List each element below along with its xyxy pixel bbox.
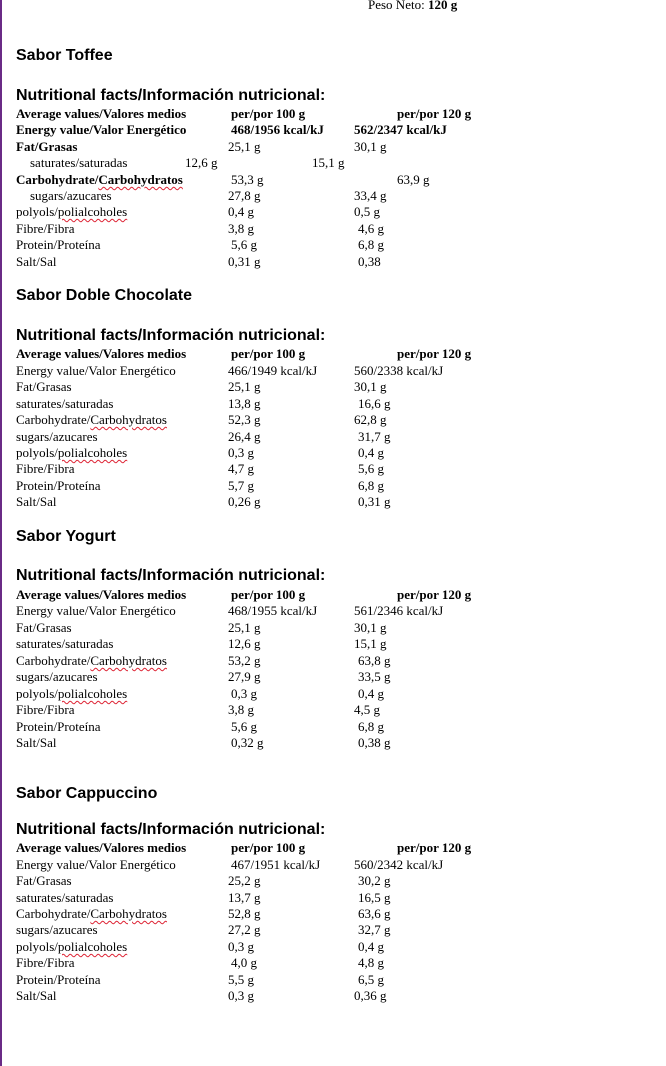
value-per-100g: 3,8 g <box>228 221 254 236</box>
table-row <box>0 412 666 428</box>
value-per-100g: 0,32 g <box>231 735 264 750</box>
row-label-part: Carbohydrate/ <box>16 653 91 668</box>
header-label: Average values/Valores medios <box>16 346 187 361</box>
table-row <box>0 155 666 171</box>
nutrition-facts-title: Nutritional facts/Información nutricional: <box>16 327 326 344</box>
row-label: Fibre/Fibra <box>16 955 75 970</box>
table-header-row <box>0 587 666 603</box>
header-per-100g: per/por 100 g <box>231 106 306 121</box>
table-row <box>0 686 666 702</box>
row-label: Energy value/Valor Energético <box>16 603 176 618</box>
misspelled-word: polialcoholes <box>57 204 128 219</box>
misspelled-word: polialcoholes <box>57 445 128 460</box>
row-label <box>16 653 167 669</box>
header-per-120g: per/por 120 g <box>397 346 472 361</box>
row-label: Energy value/Valor Energético <box>16 122 187 137</box>
value-per-120g: 33,5 g <box>358 669 391 684</box>
flavor-title: Sabor Yogurt <box>16 528 116 545</box>
row-label: Fibre/Fibra <box>16 702 75 717</box>
value-per-120g: 0,38 <box>358 254 381 269</box>
value-per-120g: 31,7 g <box>358 429 391 444</box>
value-per-120g: 63,9 g <box>397 172 430 187</box>
misspelled-word: Carbohydratos <box>98 172 183 187</box>
row-label-part: polyols/ <box>16 686 58 701</box>
header-per-100g: per/por 100 g <box>231 840 306 855</box>
value-per-100g: 3,8 g <box>228 702 254 717</box>
value-per-120g: 0,4 g <box>358 686 384 701</box>
value-per-100g: 13,8 g <box>228 396 261 411</box>
row-label: sugars/azucares <box>16 429 98 444</box>
row-label: sugars/azucares <box>30 188 112 203</box>
value-per-100g: 468/1955 kcal/kJ <box>228 603 318 618</box>
row-label: saturates/saturadas <box>16 396 114 411</box>
value-per-120g: 30,1 g <box>354 139 387 154</box>
value-per-120g: 560/2342 kcal/kJ <box>354 857 444 872</box>
value-per-100g: 4,0 g <box>231 955 257 970</box>
row-label: Salt/Sal <box>16 254 57 269</box>
table-header-row <box>0 106 666 122</box>
value-per-100g: 5,7 g <box>228 478 254 493</box>
value-per-100g: 27,2 g <box>228 922 261 937</box>
row-label: saturates/saturadas <box>16 890 114 905</box>
value-per-120g: 32,7 g <box>358 922 391 937</box>
table-header-row <box>0 840 666 856</box>
value-per-100g: 25,1 g <box>228 379 261 394</box>
row-label: saturates/saturadas <box>30 155 128 170</box>
table-row <box>0 719 666 735</box>
misspelled-word: polialcoholes <box>57 939 128 954</box>
header-label: Average values/Valores medios <box>16 106 187 121</box>
value-per-100g: 27,9 g <box>228 669 261 684</box>
table-row <box>0 396 666 412</box>
table-row <box>0 204 666 220</box>
table-row <box>0 735 666 751</box>
value-per-100g: 13,7 g <box>228 890 261 905</box>
value-per-100g: 25,1 g <box>228 620 261 635</box>
value-per-100g: 53,3 g <box>231 172 264 187</box>
row-label: sugars/azucares <box>16 922 98 937</box>
table-row <box>0 620 666 636</box>
value-per-120g: 0,36 g <box>354 988 387 1003</box>
value-per-120g: 15,1 g <box>354 636 387 651</box>
row-label: Energy value/Valor Energético <box>16 363 176 378</box>
row-label <box>16 172 183 188</box>
table-row <box>0 254 666 270</box>
table-row <box>0 890 666 906</box>
misspelled-word: Carbohydratos <box>90 412 167 427</box>
value-per-100g: 4,7 g <box>228 461 254 476</box>
value-per-100g: 5,5 g <box>228 972 254 987</box>
value-per-100g: 25,1 g <box>228 139 261 154</box>
value-per-120g: 6,8 g <box>358 237 384 252</box>
nutrition-facts-title: Nutritional facts/Información nutricional: <box>16 87 326 104</box>
table-row <box>0 445 666 461</box>
value-per-100g: 0,3 g <box>228 988 254 1003</box>
value-per-120g: 33,4 g <box>354 188 387 203</box>
value-per-100g: 27,8 g <box>228 188 261 203</box>
table-row <box>0 478 666 494</box>
net-weight <box>368 0 457 13</box>
row-label: Fat/Grasas <box>16 379 72 394</box>
table-row <box>0 873 666 889</box>
row-label: Protein/Proteína <box>16 972 101 987</box>
value-per-120g: 4,5 g <box>354 702 380 717</box>
value-per-100g: 5,6 g <box>231 237 257 252</box>
value-per-120g: 561/2346 kcal/kJ <box>354 603 444 618</box>
value-per-100g: 466/1949 kcal/kJ <box>228 363 318 378</box>
value-per-120g: 30,2 g <box>358 873 391 888</box>
value-per-100g: 52,8 g <box>228 906 261 921</box>
header-per-120g: per/por 120 g <box>397 587 472 602</box>
row-label-part: Carbohydrate/ <box>16 172 99 187</box>
header-label: Average values/Valores medios <box>16 587 187 602</box>
value-per-100g: 26,4 g <box>228 429 261 444</box>
row-label-part: Carbohydrate/ <box>16 412 91 427</box>
value-per-120g: 63,6 g <box>358 906 391 921</box>
table-row <box>0 669 666 685</box>
table-row <box>0 363 666 379</box>
row-label-part: Carbohydrate/ <box>16 906 91 921</box>
table-row <box>0 988 666 1004</box>
value-per-100g: 12,6 g <box>185 155 218 170</box>
row-label: Protein/Proteína <box>16 237 101 252</box>
table-row <box>0 653 666 669</box>
value-per-100g: 467/1951 kcal/kJ <box>231 857 321 872</box>
value-per-100g: 5,6 g <box>231 719 257 734</box>
row-label: Fibre/Fibra <box>16 461 75 476</box>
value-per-120g: 560/2338 kcal/kJ <box>354 363 444 378</box>
table-row <box>0 188 666 204</box>
value-per-100g: 53,2 g <box>228 653 261 668</box>
row-label <box>16 204 127 220</box>
value-per-100g: 0,31 g <box>228 254 261 269</box>
value-per-120g: 4,8 g <box>358 955 384 970</box>
row-label: sugars/azucares <box>16 669 98 684</box>
value-per-100g: 0,3 g <box>228 939 254 954</box>
row-label: Salt/Sal <box>16 988 57 1003</box>
header-per-120g: per/por 120 g <box>397 106 472 121</box>
table-row <box>0 906 666 922</box>
value-per-120g: 6,8 g <box>358 478 384 493</box>
row-label-part: polyols/ <box>16 204 58 219</box>
row-label: Energy value/Valor Energético <box>16 857 176 872</box>
table-row <box>0 429 666 445</box>
row-label: Fibre/Fibra <box>16 221 75 236</box>
table-row <box>0 636 666 652</box>
row-label: Protein/Proteína <box>16 719 101 734</box>
value-per-100g: 25,2 g <box>228 873 261 888</box>
value-per-100g: 0,3 g <box>231 686 257 701</box>
table-row <box>0 972 666 988</box>
misspelled-word: polialcoholes <box>57 686 128 701</box>
value-per-120g: 0,4 g <box>358 939 384 954</box>
table-row <box>0 461 666 477</box>
value-per-120g: 0,5 g <box>354 204 380 219</box>
table-row <box>0 939 666 955</box>
row-label: saturates/saturadas <box>16 636 114 651</box>
row-label: Protein/Proteína <box>16 478 101 493</box>
row-label <box>16 939 127 955</box>
value-per-120g: 6,5 g <box>358 972 384 987</box>
nutrition-facts-title: Nutritional facts/Información nutricional: <box>16 567 326 584</box>
table-row <box>0 955 666 971</box>
row-label <box>16 906 167 922</box>
value-per-100g: 12,6 g <box>228 636 261 651</box>
table-row <box>0 603 666 619</box>
table-row <box>0 221 666 237</box>
header-label: Average values/Valores medios <box>16 840 187 855</box>
table-row <box>0 122 666 138</box>
value-per-120g: 6,8 g <box>358 719 384 734</box>
header-per-100g: per/por 100 g <box>231 587 306 602</box>
value-per-100g: 52,3 g <box>228 412 261 427</box>
table-header-row <box>0 346 666 362</box>
value-per-120g: 62,8 g <box>354 412 387 427</box>
flavor-title: Sabor Cappuccino <box>16 785 158 802</box>
value-per-120g: 16,6 g <box>358 396 391 411</box>
value-per-100g: 468/1956 kcal/kJ <box>231 122 324 137</box>
flavor-title: Sabor Doble Chocolate <box>16 287 193 304</box>
row-label: Salt/Sal <box>16 735 57 750</box>
row-label <box>16 686 127 702</box>
value-per-100g: 0,3 g <box>228 445 254 460</box>
row-label: Salt/Sal <box>16 494 57 509</box>
value-per-120g: 63,8 g <box>358 653 391 668</box>
table-row <box>0 922 666 938</box>
value-per-120g: 16,5 g <box>358 890 391 905</box>
value-per-120g: 15,1 g <box>312 155 345 170</box>
value-per-120g: 0,38 g <box>358 735 391 750</box>
misspelled-word: Carbohydratos <box>90 653 167 668</box>
value-per-120g: 4,6 g <box>358 221 384 236</box>
flavor-title: Sabor Toffee <box>16 47 113 64</box>
header-per-100g: per/por 100 g <box>231 346 306 361</box>
row-label-part: polyols/ <box>16 939 58 954</box>
table-row <box>0 857 666 873</box>
value-per-100g: 0,4 g <box>228 204 254 219</box>
value-per-120g: 5,6 g <box>358 461 384 476</box>
table-row <box>0 139 666 155</box>
table-row <box>0 379 666 395</box>
value-per-120g: 562/2347 kcal/kJ <box>354 122 447 137</box>
table-row <box>0 237 666 253</box>
value-per-120g: 30,1 g <box>354 379 387 394</box>
row-label: Fat/Grasas <box>16 873 72 888</box>
nutrition-facts-title: Nutritional facts/Información nutricional: <box>16 821 326 838</box>
row-label: Fat/Grasas <box>16 139 78 154</box>
misspelled-word: Carbohydratos <box>90 906 167 921</box>
net-weight-label: Peso Neto: <box>368 0 425 12</box>
row-label <box>16 412 167 428</box>
table-row <box>0 702 666 718</box>
row-label-part: polyols/ <box>16 445 58 460</box>
value-per-120g: 30,1 g <box>354 620 387 635</box>
table-row <box>0 494 666 510</box>
value-per-100g: 0,26 g <box>228 494 261 509</box>
row-label <box>16 445 127 461</box>
header-per-120g: per/por 120 g <box>397 840 472 855</box>
value-per-120g: 0,4 g <box>358 445 384 460</box>
table-row <box>0 172 666 188</box>
row-label: Fat/Grasas <box>16 620 72 635</box>
value-per-120g: 0,31 g <box>358 494 391 509</box>
net-weight-value: 120 g <box>427 0 458 12</box>
